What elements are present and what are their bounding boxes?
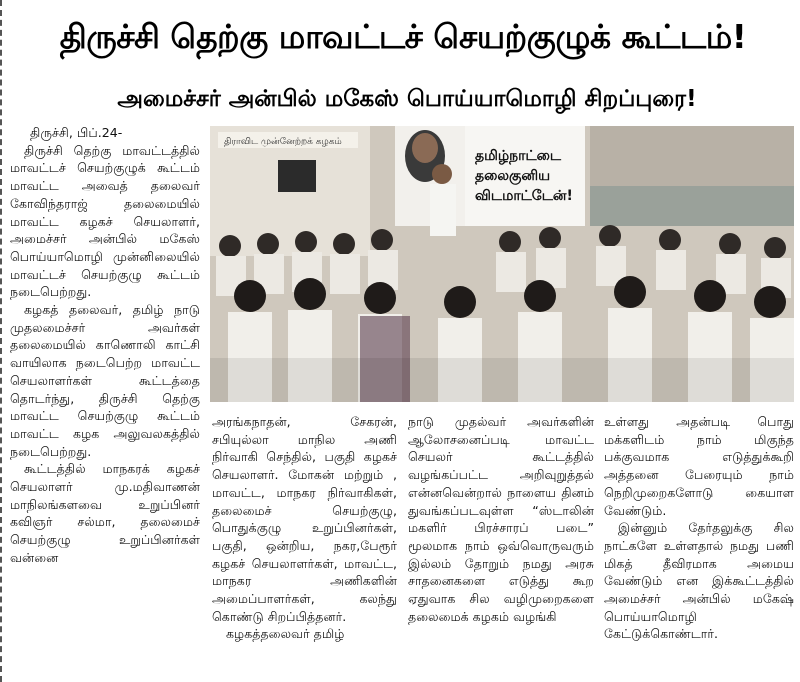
paragraph: இன்னும் தேர்தலுக்கு சில நாட்களே உள்ளதால் நமது பணி மிகத் தீவிரமாக அமைய வேண்டும் என இக்கூட்டத்தில் அமைச்சர் அன்பில் மகேஷ் பொய்யாமொழி கேட்டுக்கொண்டார். [604, 520, 794, 642]
paragraph: கூட்டத்தில் மாநகரக் கழகச் செயலாளர் மு.மதிவாணன் மாநிலங்களவை உறுப்பினர் கவிஞர் சல்மா, தலைமைச் செயற்குழு உறுப்பினர்கள் வன்னை [10, 461, 200, 565]
banner-line-2: தலைகுனிய [475, 168, 551, 184]
meeting-photo [210, 126, 794, 402]
dateline: திருச்சி, பிப்.24- [30, 125, 123, 140]
article-column-2 [212, 413, 397, 679]
paragraph: கழகத் தலைவர், தமிழ் நாடு முதலமைச்சர் அவர்கள் தலைமையில் காணொலி காட்சி வாயிலாக நடைபெற்ற மாவட்ட செயலாளர்கள் கூட்டத்தை தொடர்ந்து, திருச்சி தெற்கு மாவட்ட செயற்குழு கூட்டம் மாவட்ட கழக அலுவலகத்தில் நடைபெற்றது. [10, 302, 200, 459]
paragraph: கழகத்தலைவர் தமிழ் [226, 626, 345, 642]
meeting-photo-illustration [210, 126, 794, 402]
subheadline: அமைச்சர் அன்பில் மகேஸ் பொய்யாமொழி சிறப்புரை! [117, 86, 697, 112]
paragraph: உள்ளது அதன்படி பொது மக்களிடம் நாம் மிகுந்த பக்குவமாக எடுத்துக்கூறி அத்தனை பேரையும் நாம் நெறிமுறைகளோடு கையாள வேண்டும். [604, 414, 794, 518]
article-column-4 [604, 413, 794, 679]
headline: திருச்சி தெற்கு மாவட்டச் செயற்குழுக் கூட்டம்! [59, 17, 747, 56]
paragraph: நாடு முதல்வர் அவர்களின் ஆலோசனைப்படி மாவட்ட செயலர் கூட்டத்தில் வழங்கப்பட்ட அறிவுறுத்தல் என்னவென்றால் நாளைய தினம் துவங்கப்படவுள்ள “ஸ்டாலின் மகளிர் பிரச்சாரப் படை” மூலமாக நாம் ஒவ்வொருவரும் இல்லம் தோறும் நமது அரசு சாதனைகளை எடுத்து கூற ஏதுவாக சில வழிமுறைகளை தலைமைக் கழகம் வழங்கி [408, 414, 594, 624]
paragraph: திருச்சி தெற்கு மாவட்டத்தில் மாவட்டச் செயற்குழுக் கூட்டம் மாவட்ட அவைத் தலைவர் கோவிந்தராஜ் தலைமையில் மாவட்ட கழகச் செயலாளர், அமைச்சர் அன்பில் மகேஸ் பொய்யாமொழி முன்னிலையில் மாவட்டச் செயற்குழு கூட்டம் நடைபெற்றது. [10, 142, 200, 300]
article-column-3 [408, 413, 594, 679]
paragraph: அரங்கநாதன், சேகரன், சபியுல்லா மாநில அணி நிர்வாகி செந்தில், பகுதி கழகச் செயலாளர். மோகன் மற்றும் , மாவட்ட, மாநகர நிர்வாகிகள், தலைமைச் செயற்குழு, பொதுக்குழு உறுப்பினர்கள், பகுதி, ஒன்றிய, நகர,பேரூர் கழகச் செயலாளர்கள், மாவட்ட, மாநகர அணிகளின் அமைப்பாளர்கள், கலந்து கொண்டு சிறப்பித்தனர். [212, 414, 397, 624]
banner-line-3: விடமாட்டேன்! [475, 188, 573, 204]
wall-sign-text: திராவிட முன்னேற்றக் கழகம் [224, 137, 342, 147]
article-column-1 [10, 124, 200, 680]
banner-line-1: தமிழ்நாட்டை [475, 148, 561, 164]
